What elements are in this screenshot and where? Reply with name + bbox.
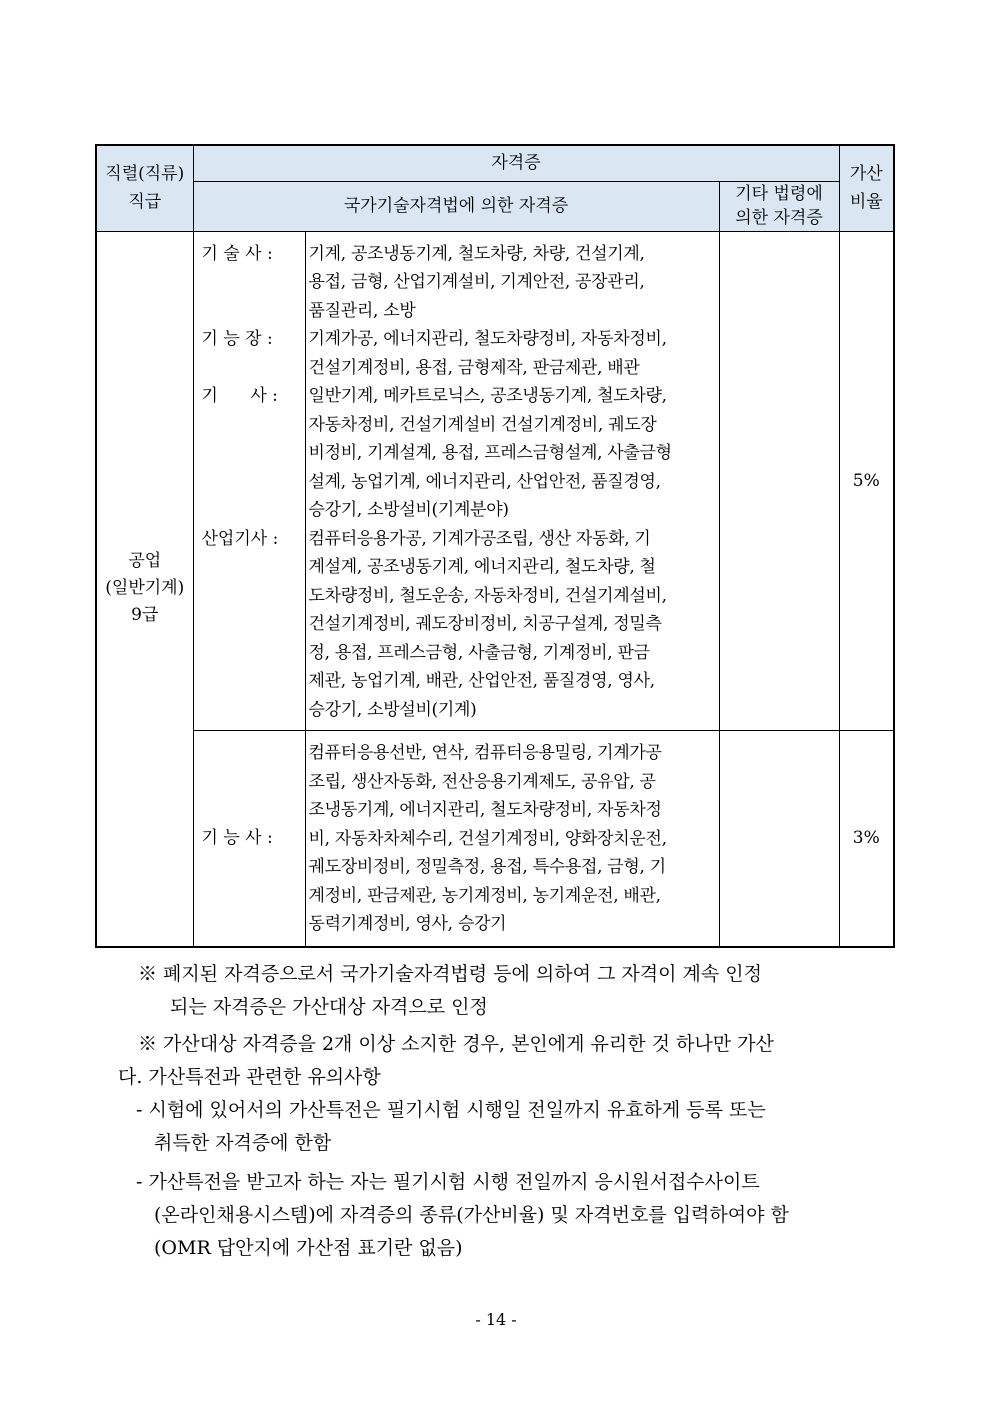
bullet-validity: - 시험에 있어서의 가산특전은 필기시험 시행일 전일까지 유효하게 등록 또는 — [136, 1099, 766, 1121]
category-label-craftsman: 기 능 사 : — [201, 828, 273, 848]
bullet-input-omr: (OMR 답안지에 가산점 표기란 없음) — [154, 1237, 463, 1259]
bonus-rate-5: 5% — [839, 231, 894, 731]
header-bonus-rate: 가산 비율 — [839, 145, 894, 231]
notes-section — [100, 958, 900, 1265]
category-label-industrial-engineer: 산업기사 : — [201, 528, 279, 549]
bullet-validity-cont: 취득한 자격증에 한함 — [154, 1132, 332, 1154]
certificate-list-2: 컴퓨터응용선반, 연삭, 컴퓨터응용밀링, 기계가공 조립, 생산자동화, 전산응용기계제도, 공유압, 공 조냉동기계, 에너지관리, 철도차량정비, 자동차정 비, 자동차차체수리, 건설기계정비, 양화장치운전, 궤도장비정비, 정밀측정, 용접, 특수용접, 금형, 기 계정비, 판금제관, 농기계정비, 농기계운전, 배관, 동력기계정비, 영사, 승강기 — [305, 731, 719, 947]
category-label-technician-master: 기 술 사 : — [201, 243, 273, 264]
qualification-table — [95, 144, 895, 948]
category-cell-2 — [193, 731, 305, 947]
header-rank: 직렬(직류) 직급 — [96, 145, 193, 231]
other-law-cell-1 — [719, 231, 839, 731]
header-national-certificate: 국가기술자격법에 의한 자격증 — [193, 181, 719, 231]
section-title-precautions: 다. 가산특전과 관련한 유의사항 — [118, 1066, 381, 1088]
header-certificate: 자격증 — [193, 145, 839, 181]
category-label-craftsman-master: 기 능 장 : — [201, 329, 273, 349]
note-multiple-certificates: ※ 가산대상 자격증을 2개 이상 소지한 경우, 본인에게 유리한 것 하나만 가산 — [138, 1033, 774, 1055]
note-abolished-certificates-cont: 되는 자격증은 가산대상 자격으로 인정 — [170, 996, 488, 1018]
category-cell-1 — [193, 231, 305, 731]
certificate-list-1: 기계, 공조냉동기계, 철도차량, 차량, 건설기계, 용접, 금형, 산업기계설비, 기계안전, 공장관리, 품질관리, 소방 기계가공, 에너지관리, 철도차량정비, 자동차정비, 건설기계정비, 용접, 금형제작, 판금제관, 배관 일반기계, 메카트로닉스, 공조냉동기계, 철도차량, 자동차정비, 건설기계설비 건설기계정비, 궤도장 비정비, 기계설계, 용접, 프레스금형설계, 사출금형 설계, 농업기계, 에너지관리, 산업안전, 품질경영, 승강기, 소방설비(기계분야) 컴퓨터응용가공, 기계가공조립, 생산 자동화, 기 계설계, 공조냉동기계, 에너지관리, 철도차량, 철 도차량정비, 철도운송, 자동차정비, 건설기계설비, 건설기계정비, 궤도장비정비, 치공구설계, 정밀측 정, 용접, 프레스금형, 사출금형, 기계정비, 판금 제관, 농업기계, 배관, 산업안전, 품질경영, 영사, 승강기, 소방설비(기계) — [305, 231, 719, 731]
page-number: - 14 - — [475, 1310, 517, 1329]
bonus-rate-3: 3% — [839, 731, 894, 947]
note-abolished-certificates: ※ 폐지된 자격증으로서 국가기술자격법령 등에 의하여 그 자격이 계속 인정 — [138, 963, 762, 985]
bullet-input: - 가산특전을 받고자 하는 자는 필기시험 시행 전일까지 응시원서접수사이트 — [136, 1171, 760, 1193]
header-other-law-certificate: 기타 법령에 의한 자격증 — [719, 181, 839, 231]
position-cell: 공업 (일반기계) 9급 — [96, 231, 193, 947]
other-law-cell-2 — [719, 731, 839, 947]
bullet-input-cont: (온라인채용시스템)에 자격증의 종류(가산비율) 및 자격번호를 입력하여야 함 — [154, 1204, 789, 1226]
category-label-engineer: 기 사 : — [201, 386, 278, 406]
